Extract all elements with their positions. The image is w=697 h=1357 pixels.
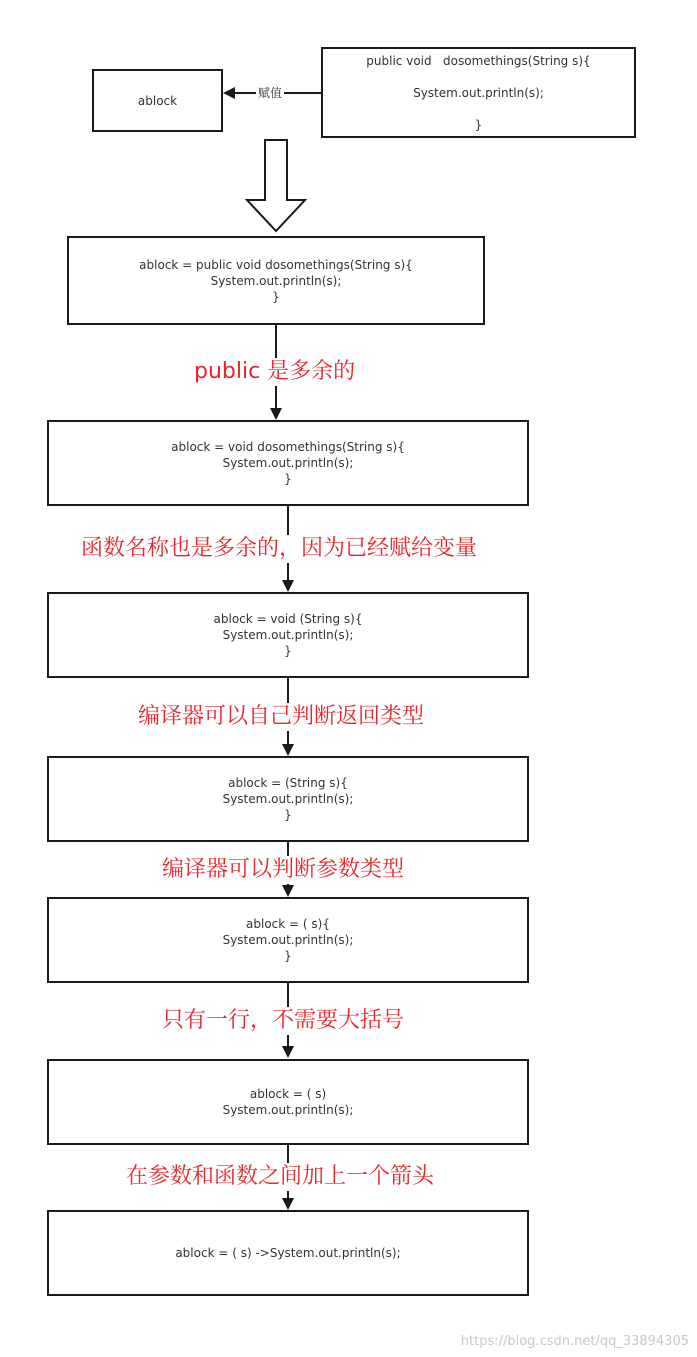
step-box-2 <box>47 420 529 506</box>
source-method-box <box>321 47 636 138</box>
note-1: public 是多余的 <box>194 359 356 384</box>
step-box-5 <box>47 897 529 983</box>
code-line: ablock = void dosomethings(String s){ <box>171 440 405 454</box>
code-line: ablock = ( s) ->System.out.println(s); <box>175 1246 401 1260</box>
connector-arrowhead <box>270 408 282 420</box>
connector-arrowhead <box>282 744 294 756</box>
ablock-label: ablock <box>137 93 178 108</box>
note-2: 函数名称也是多余的，因为已经赋给变量 <box>81 536 478 561</box>
note-6: 在参数和函数之间加上一个箭头 <box>126 1164 435 1189</box>
code-line: System.out.println(s); <box>222 792 354 806</box>
source-line <box>477 69 481 85</box>
code-line: ablock = public void dosomethings(String s){ <box>139 257 413 272</box>
code-line: ablock = void (String s){ <box>213 612 363 626</box>
code-line: } <box>272 289 280 304</box>
code-line: System.out.println(s); <box>210 273 342 288</box>
source-line: System.out.println(s); <box>413 85 544 100</box>
code-line: } <box>284 808 292 822</box>
code-line: System.out.println(s); <box>222 1103 354 1117</box>
note-3: 编译器可以自己判断返回类型 <box>138 704 425 729</box>
code-line: } <box>284 644 292 658</box>
step-box-6 <box>47 1059 529 1145</box>
code-line: System.out.println(s); <box>222 628 354 642</box>
transform-down-arrow-icon <box>244 138 308 234</box>
step-box-1 <box>67 236 485 325</box>
connector-arrowhead <box>282 885 294 897</box>
code-line: } <box>284 949 292 963</box>
assign-label: 赋值 <box>258 86 283 100</box>
code-line: System.out.println(s); <box>222 456 354 470</box>
note-5: 只有一行，不需要大括号 <box>162 1008 405 1033</box>
source-line <box>477 101 481 117</box>
assign-arrow-head <box>223 87 235 99</box>
watermark: https://blog.csdn.net/qq_33894305 <box>460 1334 689 1349</box>
code-line: System.out.println(s); <box>222 933 354 947</box>
code-line: ablock = (String s){ <box>228 776 348 790</box>
step-box-4 <box>47 756 529 842</box>
step-box-3 <box>47 592 529 678</box>
code-line: ablock = ( s) <box>249 1087 327 1101</box>
step-box-7 <box>47 1210 529 1296</box>
note-4: 编译器可以判断参数类型 <box>162 857 405 882</box>
code-line: ablock = ( s){ <box>246 917 330 931</box>
ablock-box <box>92 69 223 132</box>
connector-arrowhead <box>282 1198 294 1210</box>
connector-arrowhead <box>282 1046 294 1058</box>
source-line: } <box>474 117 483 132</box>
code-line: } <box>284 472 292 486</box>
connector-arrowhead <box>282 580 294 592</box>
source-line: public void dosomethings(String s){ <box>366 53 591 68</box>
